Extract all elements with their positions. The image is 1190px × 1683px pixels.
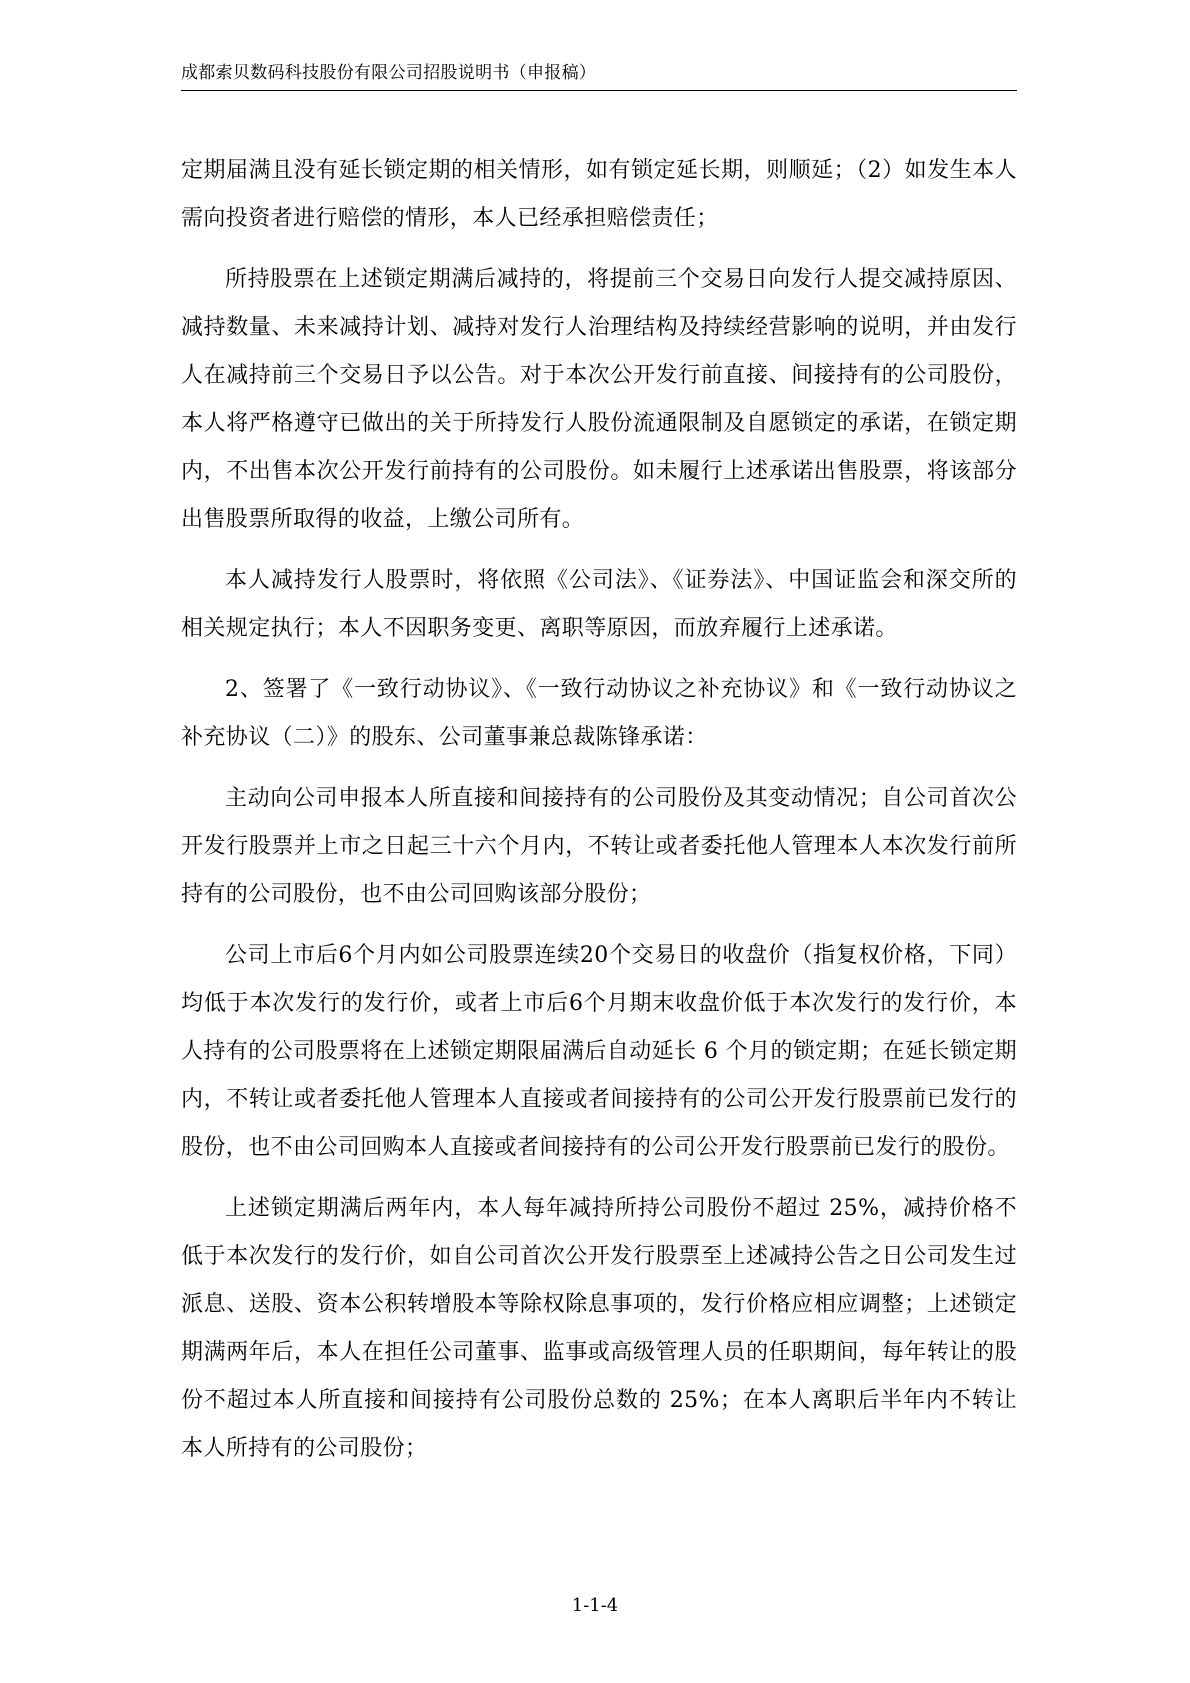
document-title: 成都索贝数码科技股份有限公司招股说明书（申报稿）: [181, 63, 597, 83]
page-number: 1-1-4: [571, 1595, 619, 1616]
paragraph-lockup-extension: 公司上市后6个月内如公司股票连续20个交易日的收盘价（指复权价格，下同）均低于本次发行的发行价，或者上市后6个月期末收盘价低于本次发行的发行价，本人持有的公司股票将在上述锁定期限届满后自动延长 6 个月的锁定期；在延长锁定期内，不转让或者委托他人管理本人直接或者间接持有的公司公开发行股票前已发行的股份，也不由公司回购本人直接或者间接持有的公司公开发行股票前已发行的股份。: [181, 943, 1017, 1160]
paragraph-reduction-limit: 上述锁定期满后两年内，本人每年减持所持公司股份不超过 25%，减持价格不低于本次发行的发行价，如自公司首次公开发行股票至上述减持公告之日公司发生过派息、送股、资本公积转增股本等除权除息事项的，发行价格应相应调整；上述锁定期满两年后，本人在担任公司董事、监事或高级管理人员的任职期间，每年转让的股份不超过本人所直接和间接持有公司股份总数的 25%；在本人离职后半年内不转让本人所持有的公司股份；: [181, 1196, 1017, 1461]
paragraph-continuation: 定期届满且没有延长锁定期的相关情形，如有锁定延长期，则顺延；（2）如发生本人需向投资者进行赔偿的情形，本人已经承担赔偿责任；: [181, 158, 1017, 231]
page-header: [181, 60, 1017, 91]
paragraph-lockup-commitment: 主动向公司申报本人所直接和间接持有的公司股份及其变动情况；自公司首次公开发行股票并上市之日起三十六个月内，不转让或者委托他人管理本人本次发行前所持有的公司股份，也不由公司回购该部分股份；: [181, 786, 1017, 907]
document-body: [181, 147, 1017, 1486]
page-footer: [0, 1594, 1190, 1618]
paragraph-section-heading: 2、签署了《一致行动协议》、《一致行动协议之补充协议》和《一致行动协议之补充协议（二）》的股东、公司董事兼总裁陈锋承诺：: [181, 677, 1017, 750]
paragraph-compliance: 本人减持发行人股票时，将依照《公司法》、《证券法》、中国证监会和深交所的相关规定执行；本人不因职务变更、离职等原因，而放弃履行上述承诺。: [181, 568, 1017, 641]
paragraph-share-reduction-notice: 所持股票在上述锁定期满后减持的，将提前三个交易日向发行人提交减持原因、减持数量、未来减持计划、减持对发行人治理结构及持续经营影响的说明，并由发行人在减持前三个交易日予以公告。对于本次公开发行前直接、间接持有的公司股份，本人将严格遵守已做出的关于所持发行人股份流通限制及自愿锁定的承诺，在锁定期内，不出售本次公开发行前持有的公司股份。如未履行上述承诺出售股票，将该部分出售股票所取得的收益，上缴公司所有。: [181, 267, 1017, 532]
